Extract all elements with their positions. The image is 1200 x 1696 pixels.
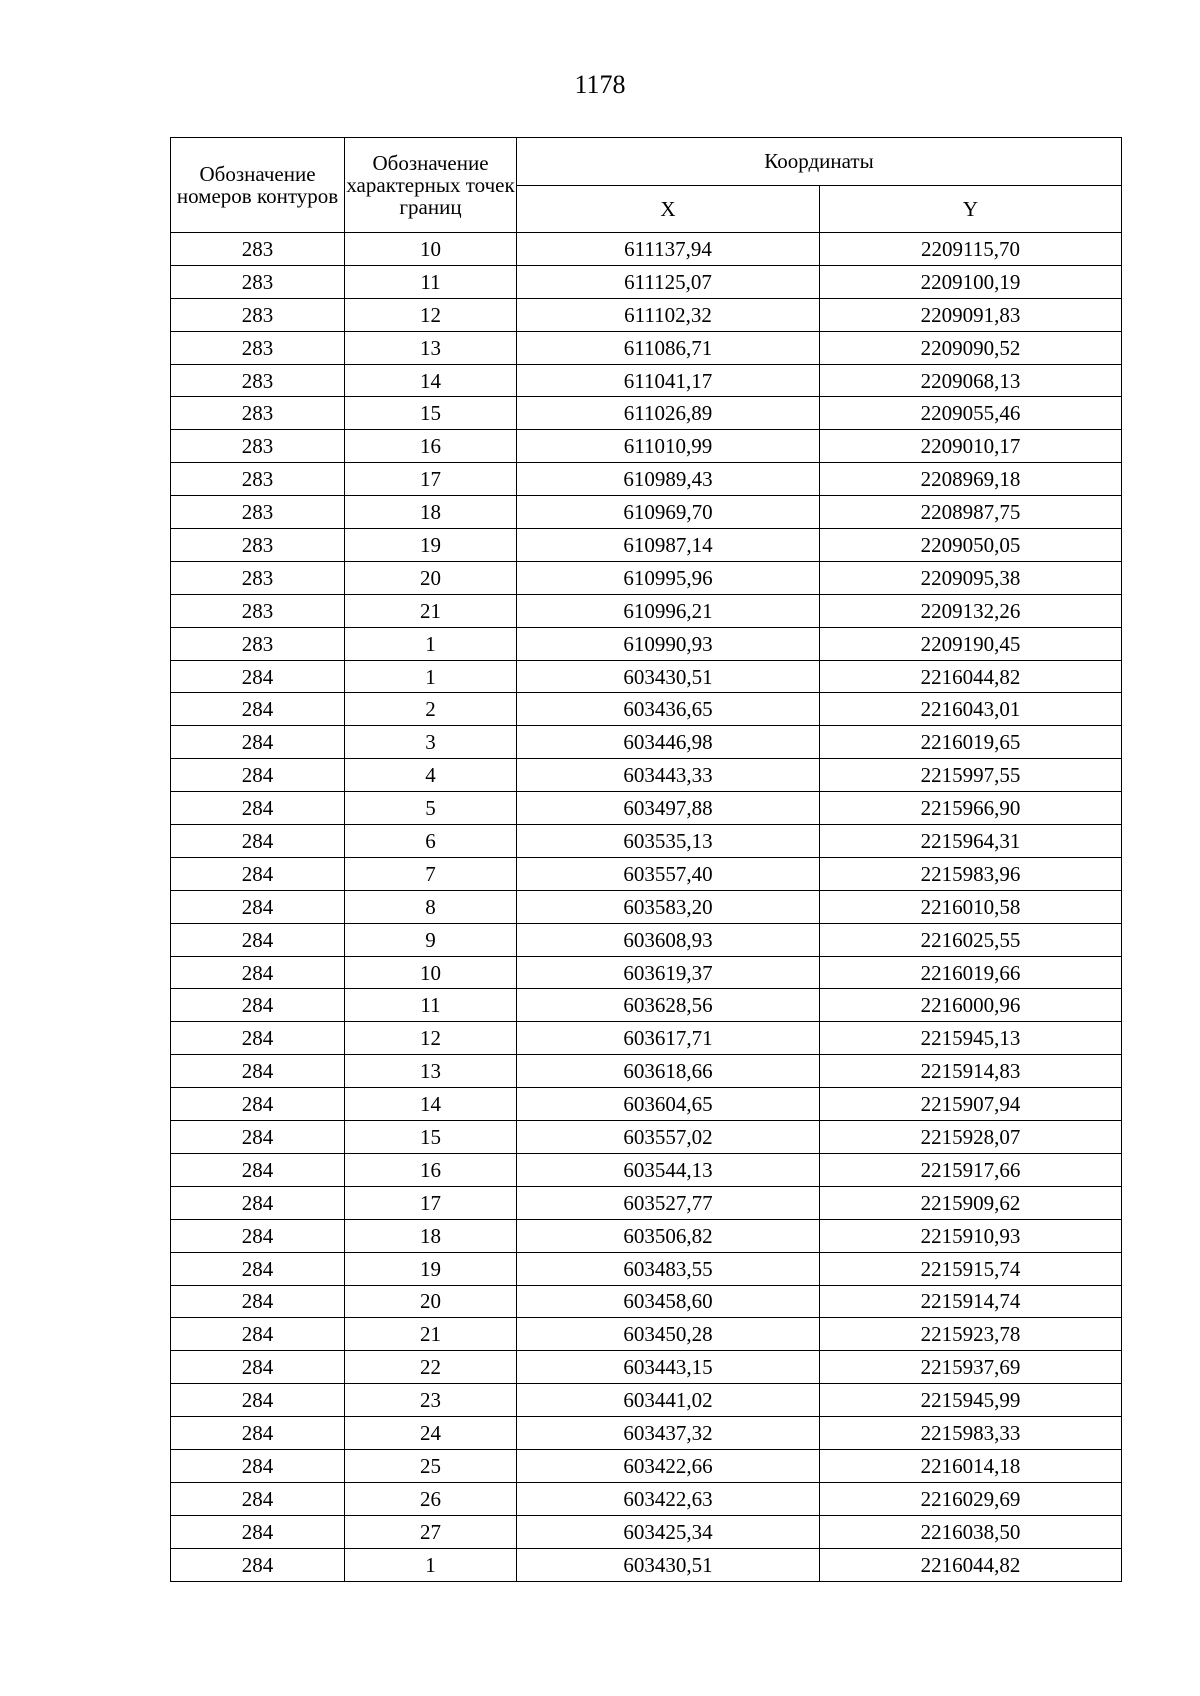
table-row (171, 397, 1122, 430)
header-boundary-points: Обозначение характерных точек границ (345, 138, 517, 233)
table-row (171, 1219, 1122, 1252)
table-row (171, 857, 1122, 890)
cell-x: 603441,02 (517, 1384, 820, 1417)
cell-contour: 284 (171, 1022, 345, 1055)
cell-contour: 283 (171, 594, 345, 627)
cell-point: 4 (345, 759, 517, 792)
cell-x: 610990,93 (517, 627, 820, 660)
cell-point: 6 (345, 825, 517, 858)
cell-y: 2209090,52 (820, 331, 1122, 364)
table-row (171, 1417, 1122, 1450)
cell-y: 2215907,94 (820, 1088, 1122, 1121)
cell-point: 10 (345, 233, 517, 266)
cell-x: 611125,07 (517, 265, 820, 298)
table-header (171, 138, 1122, 233)
table-row (171, 956, 1122, 989)
table-row (171, 890, 1122, 923)
cell-y: 2216029,69 (820, 1482, 1122, 1515)
table-row (171, 1548, 1122, 1581)
cell-x: 610987,14 (517, 529, 820, 562)
cell-y: 2208987,75 (820, 496, 1122, 529)
cell-x: 603583,20 (517, 890, 820, 923)
cell-point: 12 (345, 1022, 517, 1055)
cell-contour: 283 (171, 430, 345, 463)
cell-contour: 283 (171, 331, 345, 364)
cell-contour: 284 (171, 693, 345, 726)
cell-contour: 283 (171, 397, 345, 430)
header-y: Y (820, 185, 1122, 233)
cell-contour: 284 (171, 1252, 345, 1285)
cell-point: 15 (345, 397, 517, 430)
table-row (171, 233, 1122, 266)
table-row (171, 1384, 1122, 1417)
cell-point: 19 (345, 529, 517, 562)
cell-x: 611041,17 (517, 364, 820, 397)
cell-y: 2215914,74 (820, 1285, 1122, 1318)
cell-point: 1 (345, 627, 517, 660)
cell-y: 2215909,62 (820, 1186, 1122, 1219)
table-row (171, 627, 1122, 660)
cell-contour: 284 (171, 792, 345, 825)
cell-y: 2215945,99 (820, 1384, 1122, 1417)
cell-y: 2215923,78 (820, 1318, 1122, 1351)
cell-contour: 284 (171, 660, 345, 693)
table-row (171, 430, 1122, 463)
cell-x: 603617,71 (517, 1022, 820, 1055)
cell-point: 14 (345, 364, 517, 397)
cell-contour: 284 (171, 1449, 345, 1482)
cell-contour: 284 (171, 1285, 345, 1318)
cell-y: 2215945,13 (820, 1022, 1122, 1055)
cell-point: 3 (345, 726, 517, 759)
header-coordinates: Координаты (517, 138, 1122, 186)
table-row (171, 1121, 1122, 1154)
cell-point: 1 (345, 1548, 517, 1581)
cell-contour: 283 (171, 298, 345, 331)
cell-point: 11 (345, 989, 517, 1022)
table-row (171, 1252, 1122, 1285)
cell-point: 21 (345, 1318, 517, 1351)
table-row (171, 660, 1122, 693)
cell-x: 603446,98 (517, 726, 820, 759)
cell-x: 603544,13 (517, 1153, 820, 1186)
table-row (171, 1153, 1122, 1186)
coordinates-table (170, 137, 1122, 1582)
cell-contour: 284 (171, 1515, 345, 1548)
cell-contour: 284 (171, 1482, 345, 1515)
cell-contour: 283 (171, 561, 345, 594)
cell-x: 603422,66 (517, 1449, 820, 1482)
cell-point: 9 (345, 923, 517, 956)
cell-point: 5 (345, 792, 517, 825)
table-row (171, 594, 1122, 627)
table-row (171, 792, 1122, 825)
table-body (171, 233, 1122, 1582)
cell-contour: 284 (171, 923, 345, 956)
cell-contour: 284 (171, 1186, 345, 1219)
cell-y: 2215983,96 (820, 857, 1122, 890)
cell-contour: 283 (171, 265, 345, 298)
cell-contour: 283 (171, 233, 345, 266)
table-row (171, 1055, 1122, 1088)
cell-x: 603430,51 (517, 660, 820, 693)
table-row (171, 693, 1122, 726)
cell-y: 2209050,05 (820, 529, 1122, 562)
cell-contour: 284 (171, 825, 345, 858)
cell-y: 2215997,55 (820, 759, 1122, 792)
cell-point: 15 (345, 1121, 517, 1154)
cell-x: 603608,93 (517, 923, 820, 956)
header-x: X (517, 185, 820, 233)
cell-contour: 284 (171, 1384, 345, 1417)
cell-y: 2208969,18 (820, 463, 1122, 496)
cell-y: 2209190,45 (820, 627, 1122, 660)
cell-x: 603619,37 (517, 956, 820, 989)
cell-y: 2216025,55 (820, 923, 1122, 956)
cell-x: 603618,66 (517, 1055, 820, 1088)
cell-contour: 284 (171, 1548, 345, 1581)
cell-point: 13 (345, 331, 517, 364)
cell-x: 603425,34 (517, 1515, 820, 1548)
cell-point: 11 (345, 265, 517, 298)
cell-y: 2215910,93 (820, 1219, 1122, 1252)
cell-y: 2216019,65 (820, 726, 1122, 759)
cell-y: 2216044,82 (820, 1548, 1122, 1581)
cell-point: 18 (345, 496, 517, 529)
cell-y: 2216014,18 (820, 1449, 1122, 1482)
table-row (171, 463, 1122, 496)
cell-x: 603436,65 (517, 693, 820, 726)
cell-y: 2215917,66 (820, 1153, 1122, 1186)
cell-x: 603443,33 (517, 759, 820, 792)
table-row (171, 561, 1122, 594)
cell-x: 611026,89 (517, 397, 820, 430)
cell-y: 2215928,07 (820, 1121, 1122, 1154)
cell-contour: 284 (171, 1351, 345, 1384)
cell-point: 12 (345, 298, 517, 331)
cell-contour: 284 (171, 1055, 345, 1088)
cell-point: 26 (345, 1482, 517, 1515)
table-row (171, 265, 1122, 298)
cell-point: 23 (345, 1384, 517, 1417)
cell-y: 2216044,82 (820, 660, 1122, 693)
cell-contour: 284 (171, 1121, 345, 1154)
table-row (171, 1318, 1122, 1351)
cell-x: 603483,55 (517, 1252, 820, 1285)
table-row (171, 529, 1122, 562)
cell-point: 7 (345, 857, 517, 890)
table-row (171, 1022, 1122, 1055)
cell-y: 2209095,38 (820, 561, 1122, 594)
cell-y: 2209091,83 (820, 298, 1122, 331)
cell-contour: 284 (171, 1088, 345, 1121)
cell-y: 2215937,69 (820, 1351, 1122, 1384)
cell-x: 610969,70 (517, 496, 820, 529)
cell-x: 603628,56 (517, 989, 820, 1022)
cell-y: 2216038,50 (820, 1515, 1122, 1548)
cell-y: 2215914,83 (820, 1055, 1122, 1088)
cell-point: 20 (345, 561, 517, 594)
cell-x: 603422,63 (517, 1482, 820, 1515)
cell-x: 603604,65 (517, 1088, 820, 1121)
cell-contour: 283 (171, 496, 345, 529)
cell-point: 2 (345, 693, 517, 726)
cell-x: 610989,43 (517, 463, 820, 496)
cell-point: 14 (345, 1088, 517, 1121)
table-row (171, 759, 1122, 792)
cell-contour: 284 (171, 956, 345, 989)
cell-point: 19 (345, 1252, 517, 1285)
cell-x: 603506,82 (517, 1219, 820, 1252)
cell-x: 611010,99 (517, 430, 820, 463)
cell-contour: 284 (171, 1219, 345, 1252)
cell-contour: 284 (171, 857, 345, 890)
cell-point: 27 (345, 1515, 517, 1548)
cell-x: 603527,77 (517, 1186, 820, 1219)
cell-y: 2209055,46 (820, 397, 1122, 430)
cell-contour: 284 (171, 1417, 345, 1450)
table-row (171, 331, 1122, 364)
cell-y: 2215915,74 (820, 1252, 1122, 1285)
cell-y: 2216000,96 (820, 989, 1122, 1022)
cell-y: 2209132,26 (820, 594, 1122, 627)
cell-y: 2215966,90 (820, 792, 1122, 825)
table-row (171, 1449, 1122, 1482)
cell-x: 611102,32 (517, 298, 820, 331)
table-row (171, 923, 1122, 956)
cell-x: 603557,02 (517, 1121, 820, 1154)
cell-point: 1 (345, 660, 517, 693)
cell-point: 17 (345, 1186, 517, 1219)
table-row (171, 825, 1122, 858)
cell-point: 17 (345, 463, 517, 496)
table-row (171, 1482, 1122, 1515)
table-row (171, 1088, 1122, 1121)
table-row (171, 1515, 1122, 1548)
header-contour-numbers: Обозначение номеров контуров (171, 138, 345, 233)
cell-y: 2209100,19 (820, 265, 1122, 298)
cell-contour: 283 (171, 627, 345, 660)
cell-x: 603458,60 (517, 1285, 820, 1318)
cell-x: 611137,94 (517, 233, 820, 266)
cell-contour: 283 (171, 463, 345, 496)
table-row (171, 1351, 1122, 1384)
table-row (171, 364, 1122, 397)
cell-x: 603443,15 (517, 1351, 820, 1384)
cell-contour: 284 (171, 989, 345, 1022)
cell-y: 2209068,13 (820, 364, 1122, 397)
table-row (171, 1285, 1122, 1318)
table-row (171, 989, 1122, 1022)
cell-x: 603450,28 (517, 1318, 820, 1351)
cell-x: 603557,40 (517, 857, 820, 890)
cell-y: 2209115,70 (820, 233, 1122, 266)
cell-x: 610996,21 (517, 594, 820, 627)
cell-point: 10 (345, 956, 517, 989)
cell-x: 610995,96 (517, 561, 820, 594)
cell-point: 16 (345, 1153, 517, 1186)
cell-x: 603437,32 (517, 1417, 820, 1450)
cell-point: 21 (345, 594, 517, 627)
table-row (171, 298, 1122, 331)
cell-point: 18 (345, 1219, 517, 1252)
cell-contour: 284 (171, 890, 345, 923)
cell-contour: 284 (171, 759, 345, 792)
cell-point: 16 (345, 430, 517, 463)
cell-point: 13 (345, 1055, 517, 1088)
table-row (171, 496, 1122, 529)
cell-x: 603497,88 (517, 792, 820, 825)
cell-point: 8 (345, 890, 517, 923)
cell-contour: 284 (171, 1153, 345, 1186)
cell-point: 20 (345, 1285, 517, 1318)
cell-y: 2216019,66 (820, 956, 1122, 989)
cell-y: 2216010,58 (820, 890, 1122, 923)
cell-y: 2209010,17 (820, 430, 1122, 463)
cell-point: 24 (345, 1417, 517, 1450)
cell-x: 603535,13 (517, 825, 820, 858)
cell-x: 603430,51 (517, 1548, 820, 1581)
cell-contour: 284 (171, 1318, 345, 1351)
page-number: 1178 (574, 70, 626, 99)
cell-y: 2215964,31 (820, 825, 1122, 858)
cell-point: 25 (345, 1449, 517, 1482)
table-row (171, 1186, 1122, 1219)
table-row (171, 726, 1122, 759)
cell-x: 611086,71 (517, 331, 820, 364)
cell-contour: 283 (171, 364, 345, 397)
cell-contour: 283 (171, 529, 345, 562)
cell-y: 2215983,33 (820, 1417, 1122, 1450)
cell-y: 2216043,01 (820, 693, 1122, 726)
cell-point: 22 (345, 1351, 517, 1384)
cell-contour: 284 (171, 726, 345, 759)
